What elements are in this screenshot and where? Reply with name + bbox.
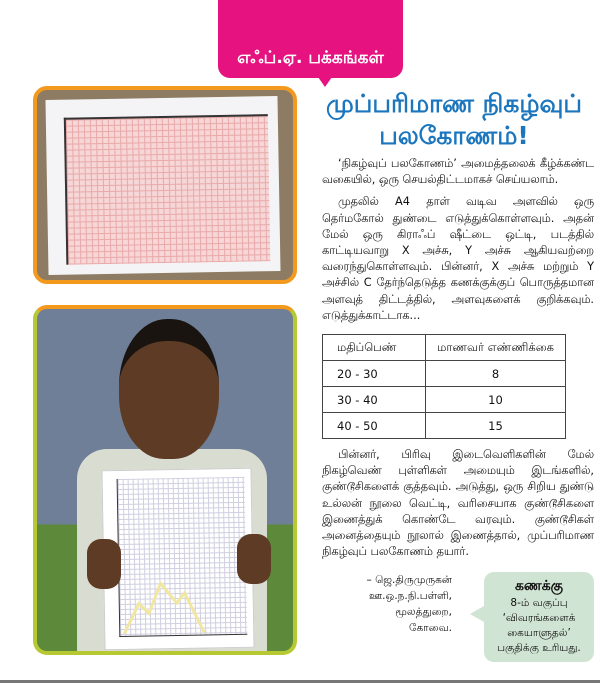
cell-count: 10: [426, 387, 566, 413]
graph-board-photo: [33, 86, 297, 284]
section-tab-label: எஃப்.ஏ. பக்கங்கள்: [237, 48, 384, 68]
note-line: ‘விவரங்களைக்: [502, 612, 576, 625]
table-header-row: [323, 335, 566, 361]
author-place: மூலத்துறை,: [395, 606, 452, 619]
author-name: – ஜெ.திருமுருகன்: [366, 574, 452, 587]
frequency-polygon-thread: [117, 477, 250, 639]
article-column: [314, 88, 594, 676]
table-row: [323, 387, 566, 413]
student-photo: [33, 305, 297, 655]
cell-range: 20 - 30: [323, 361, 426, 387]
table-row: [323, 361, 566, 387]
article-title: [314, 88, 594, 152]
student-face: [119, 319, 219, 459]
section-tab: [218, 0, 403, 78]
header-marks: மதிப்பெண்: [323, 335, 426, 361]
cell-range: 40 - 50: [323, 413, 426, 439]
author-signature: [322, 572, 472, 636]
title-line-1: முப்பரிமாண நிகழ்வுப்: [326, 89, 582, 118]
header-students: மாணவர் எண்ணிக்கை: [426, 335, 566, 361]
author-school: ஊ.ஒ.ந.நி.பள்ளி,: [368, 590, 452, 603]
steps-paragraph: முதலில் A4 தாள் வடிவ அளவில் ஒரு தெர்மகோல் துண்டை எடுத்துக்கொள்ளவும். அதன் மேல் ஒரு கிராஃப் ஷீட்டை ஒட்டி, படத்தில் காட்டியவாறு X அச்சு, Y அச்சு ஆகியவற்றை வரைந்துகொள்ளவும். பின்னர், X அச்சு மற்றும் Y அச்சில் C தேர்ந்தெடுத்த கணக்குக்குப் பொருத்தமான அளவுத் திட்டத்தில், அளவுகளைக் குறிக்கவும். எடுத்துக்காட்டாக...: [322, 195, 594, 322]
table-row: [323, 413, 566, 439]
footer-row: [314, 572, 594, 662]
final-paragraph: பின்னர், பிரிவு இடைவெளிகளின் மேல் நிகழ்வெண் புள்ளிகள் அமையும் இடங்களில், குண்டூசிகளைக் குத்தவும். அடுத்து, ஒரு சிறிய துண்டு உல்லன் நூலை வெட்டி, வரிசையாக குண்டூசிகளை இணைத்துக் கொண்டே வரவும். குண்டூசிகள் அனைத்தையும் நூலால் இணைத்தால், முப்பரிமாண நிகழ்வுப் பலகோணம் தயார்.: [322, 448, 594, 559]
cell-count: 8: [426, 361, 566, 387]
author-district: கோவை.: [409, 622, 452, 635]
intro-paragraph: ‘நிகழ்வுப் பலகோணம்’ அமைத்தலைக் கீழ்க்கண்ட வகையில், ஒரு செயல்திட்டமாகச் செய்யலாம்.: [322, 157, 594, 187]
polygon-graph-sheet: [101, 468, 254, 651]
thermocol-sheet: [45, 96, 280, 275]
note-subject: கணக்கு: [514, 578, 564, 595]
note-line: பகுதிக்கு உரியது.: [497, 642, 581, 655]
title-line-2: பலகோணம்!: [379, 121, 529, 150]
note-line: கையாளுதல்’: [507, 627, 571, 640]
subject-note: [484, 572, 594, 662]
left-hand: [87, 539, 121, 589]
graph-grid: [64, 114, 271, 265]
cell-count: 15: [426, 413, 566, 439]
cell-range: 30 - 40: [323, 387, 426, 413]
right-hand: [237, 534, 271, 584]
note-line: 8-ம் வகுப்பு: [510, 597, 568, 610]
marks-table: [322, 334, 566, 439]
